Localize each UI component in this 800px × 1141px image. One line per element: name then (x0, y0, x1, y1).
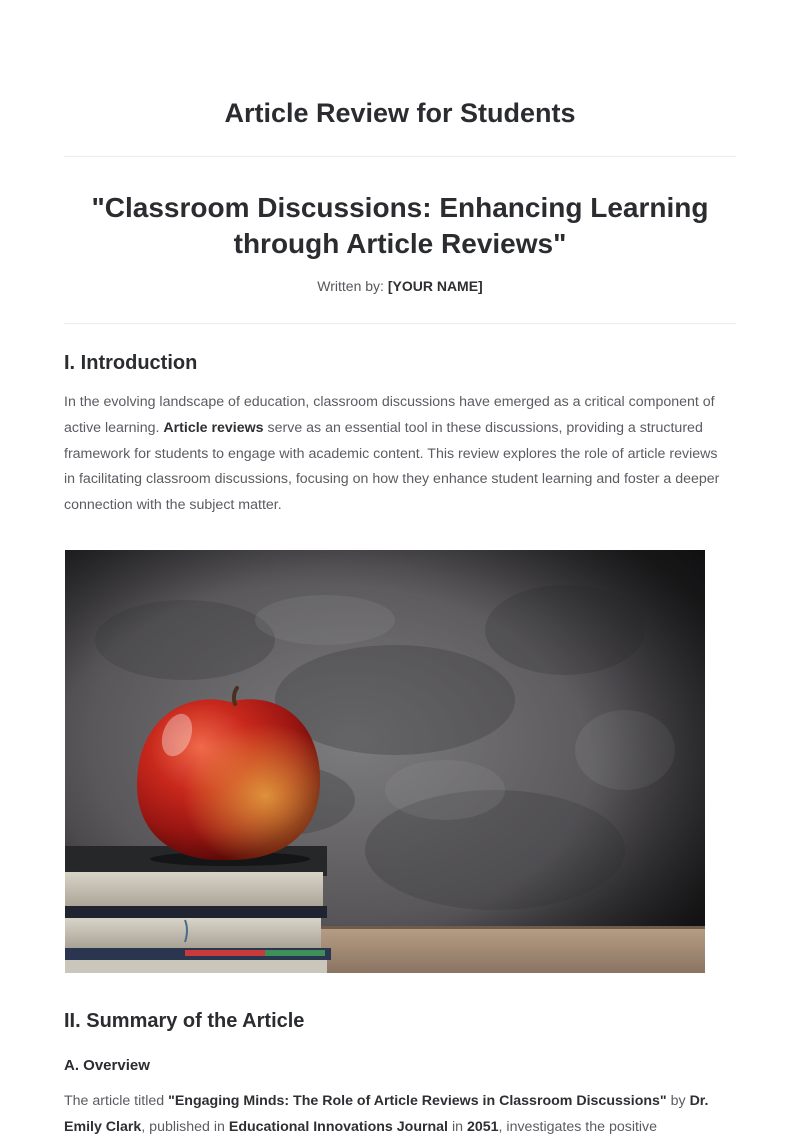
introduction-text-2: serve as an essential tool in these discussions, providing a structured framework for students to engage with academic content. This review explores the role of article reviews in facilitating classroom discussions, focusing on how they enhance student learning and foster a deeper connection with the subject matter. (64, 419, 720, 514)
overview-subheading: A. Overview (64, 1057, 150, 1074)
article-title-line-1: "Classroom Discussions: Enhancing Learning (91, 192, 709, 223)
introduction-text-1: In the evolving landscape of education, classroom discussions have emerged as a critical component of active learning. (64, 394, 715, 436)
summary-text-4: in (451, 1118, 464, 1135)
journal-name: Educational Innovations Journal (228, 1118, 449, 1135)
summary-text-1: The article titled (64, 1093, 165, 1109)
summary-text-2: by (670, 1093, 686, 1109)
publication-year: 2051 (466, 1118, 499, 1135)
introduction-paragraph (64, 390, 724, 519)
document-title: Article Review for Students (224, 98, 576, 128)
article-title-line-2: through Article Reviews" (233, 228, 567, 259)
byline-prefix: Written by: (317, 278, 384, 294)
apple-on-books-photo (65, 550, 705, 973)
summary-heading: II. Summary of the Article (64, 1010, 305, 1032)
introduction-bold-term: Article reviews (163, 419, 264, 436)
byline (64, 278, 736, 294)
author-name: [YOUR NAME] (387, 278, 483, 294)
divider (64, 156, 736, 157)
introduction-heading: I. Introduction (64, 352, 198, 374)
author: Dr. Emily Clark (64, 1093, 709, 1135)
summary-text-5: , investigates the positive (498, 1118, 658, 1135)
divider (64, 323, 736, 324)
article-name: "Engaging Minds: The Role of Article Reviews in Classroom Discussions" (168, 1093, 667, 1109)
article-title (64, 190, 736, 262)
summary-text-3: , published in (141, 1118, 225, 1135)
